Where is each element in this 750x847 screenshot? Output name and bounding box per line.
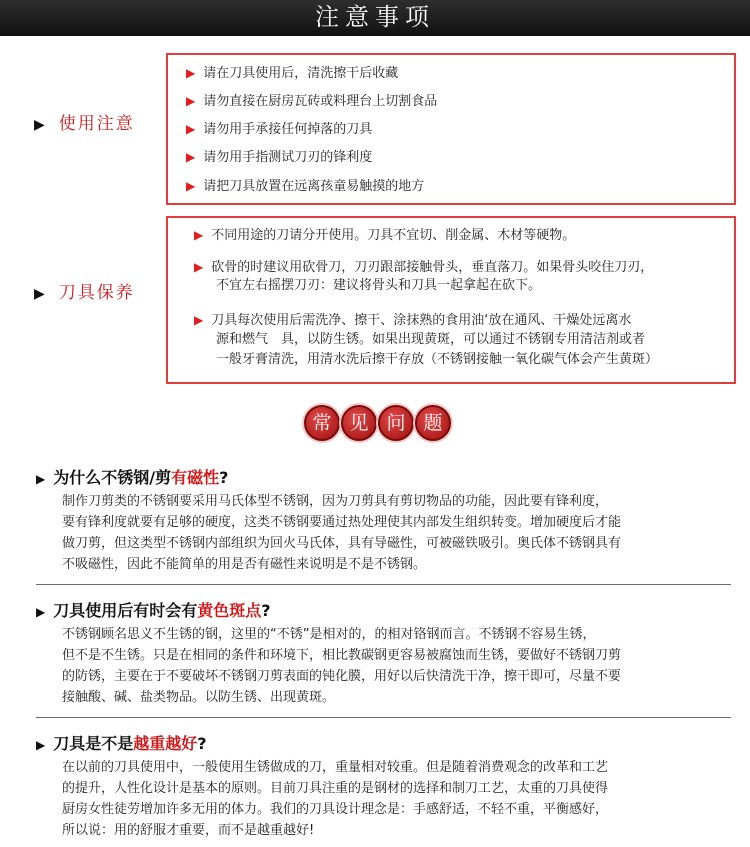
faq-answer-magnetic <box>62 491 742 575</box>
faq-answer-weight <box>62 757 742 841</box>
usage-item-text: 请勿用手指测试刀刃的锋利度 <box>203 150 373 165</box>
answer-line: 制作刀剪类的不锈钢要采用马氏体型不锈钢，因为刀剪具有剪切物品的功能，因此要有锋利度， <box>62 494 609 509</box>
triangle-bullet-icon: ▶ <box>186 94 196 108</box>
care-item <box>194 310 631 331</box>
usage-item-text: 请勿用手承接任何掉落的刀具 <box>203 122 373 137</box>
faq-answer-yellow-spots <box>62 624 742 708</box>
care-item-line: 源和燃气 具，以防生锈。如果出现黄斑，可以通过不锈钢专用清洁剂或者 <box>216 332 646 347</box>
answer-line: 但不是不生锈。只是在相同的条件和环境下，相比教碳钢更容易被腐蚀而生锈，要做好不锈钢刀剪 <box>62 648 622 663</box>
usage-item <box>186 63 398 84</box>
faq-badge: 问 <box>378 405 414 441</box>
usage-item <box>186 147 372 168</box>
care-label-text: 刀具保养 <box>58 283 135 303</box>
triangle-bullet-icon: ▶ <box>186 122 196 136</box>
triangle-bullet-icon: ▶ <box>186 66 196 80</box>
answer-line: 在以前的刀具使用中，一般使用生锈做成的刀，重量相对较重。但是随着消费观念的改革和工艺 <box>62 760 609 775</box>
care-item-line: 刀具每次使用后需洗净、擦干、涂抹熟的食用油‘放在通风、干燥处远离水 <box>211 313 632 328</box>
usage-label <box>34 109 135 134</box>
care-item <box>194 257 653 278</box>
page-title: 注意事项 <box>315 3 435 31</box>
question-highlight: 有磁性 <box>171 468 220 487</box>
care-item-text: 不同用途的刀请分开使用。刀具不宜切、削金属、木材等硬物。 <box>211 228 576 243</box>
triangle-bullet-icon: ▶ <box>36 605 46 619</box>
triangle-bullet-icon: ▶ <box>194 313 204 327</box>
usage-label-text: 使用注意 <box>58 114 135 134</box>
question-text: 刀具使用后有时会有 <box>53 601 198 620</box>
usage-item <box>186 91 437 112</box>
question-highlight: 越重越好 <box>133 734 198 753</box>
question-text: 为什么不锈钢/剪 <box>53 468 172 487</box>
triangle-bullet-icon: ▶ <box>34 286 45 302</box>
triangle-bullet-icon: ▶ <box>194 260 204 274</box>
usage-item-text: 请在刀具使用后，清洗擦干后收藏 <box>203 66 399 81</box>
answer-line: 厨房女性徒劳增加许多无用的体力。我们的刀具设计理念是：手感舒适，不轻不重，平衡感好， <box>62 802 609 817</box>
faq-question-yellow-spots <box>36 598 271 621</box>
answer-line: 不吸磁性，因此不能简单的用是否有磁性来说明是不是不锈钢。 <box>62 557 427 572</box>
triangle-bullet-icon: ▶ <box>194 228 204 242</box>
care-item-line: 砍骨的时建议用砍骨刀，刀刃跟部接触骨头，垂直落刀。如果骨头咬住刀刃， <box>211 260 654 275</box>
question-mark: ? <box>219 468 229 487</box>
usage-item <box>186 176 424 197</box>
usage-item-text: 请把刀具放置在远离孩童易触摸的地方 <box>203 179 425 194</box>
triangle-bullet-icon: ▶ <box>186 179 196 193</box>
question-mark: ? <box>197 734 207 753</box>
triangle-bullet-icon: ▶ <box>34 117 45 133</box>
answer-line: 做刀剪，但这类型不锈钢内部组织为回火马氏体，具有导磁性，可被磁铁吸引。奥氏体不锈钢具有 <box>62 536 622 551</box>
answer-line: 要有锋利度就要有足够的硬度，这类不锈钢要通过热处理使其内部发生组织转变。增加硬度后才能 <box>62 515 622 530</box>
faq-badge: 见 <box>341 405 377 441</box>
answer-line: 的防锈，主要在于不要破坏不锈钢刀剪表面的钝化膜，用好以后快清洗干净，擦干即可，尽量不要 <box>62 669 622 684</box>
care-item-line: 一般牙膏清洗，用清水洗后擦干存放（不锈钢接触一氧化碳气体会产生黄斑） <box>216 352 659 367</box>
question-highlight: 黄色斑点 <box>197 601 262 620</box>
divider <box>36 717 731 718</box>
faq-badge: 题 <box>415 405 451 441</box>
faq-question-magnetic <box>36 465 228 488</box>
question-mark: ? <box>261 601 271 620</box>
question-text: 刀具是不是 <box>53 734 134 753</box>
faq-badge: 常 <box>304 405 340 441</box>
answer-line: 接触酸、碱、盐类物品。以防生锈、出现黄斑。 <box>62 690 336 705</box>
divider <box>36 584 731 585</box>
answer-line: 的提升，人性化设计是基本的原则。目前刀具注重的是钢材的选择和制刀工艺，太重的刀具使得 <box>62 781 609 796</box>
care-item-continuation <box>216 276 541 296</box>
faq-question-weight <box>36 731 207 754</box>
triangle-bullet-icon: ▶ <box>36 738 46 752</box>
care-item-continuation <box>216 330 645 350</box>
triangle-bullet-icon: ▶ <box>36 472 46 486</box>
usage-item <box>186 119 372 140</box>
care-item-line: 不宜左右摇摆刀刃：建议将骨头和刀具一起拿起在砍下。 <box>216 278 542 293</box>
care-item-continuation <box>216 350 658 370</box>
usage-item-text: 请勿直接在厨房瓦砖或料理台上切割食品 <box>203 94 438 109</box>
triangle-bullet-icon: ▶ <box>186 150 196 164</box>
answer-line: 所以说：用的舒服才重要，而不是越重越好! <box>62 823 315 838</box>
answer-line: 不锈钢顾名思义不生锈的钢，这里的“不锈”是相对的，的相对铬钢而言。不锈钢不容易生锈， <box>62 627 596 642</box>
care-label <box>34 278 135 303</box>
care-item <box>194 225 575 246</box>
